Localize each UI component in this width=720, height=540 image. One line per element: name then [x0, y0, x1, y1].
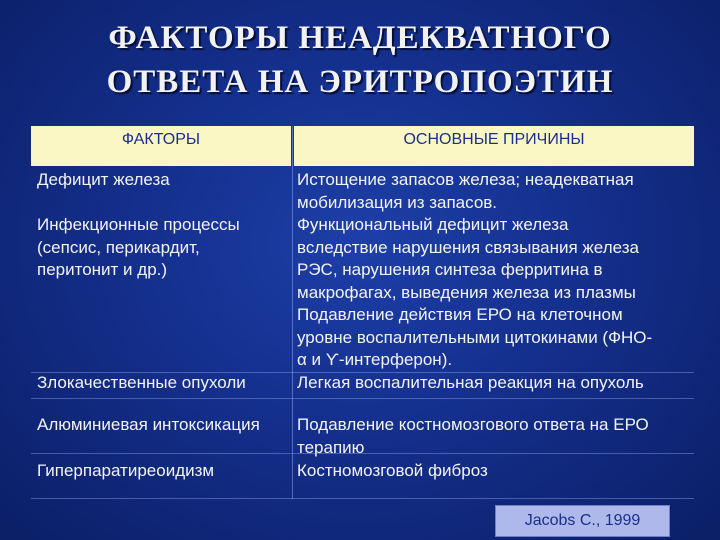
table-row-1-cause: Истощение запасов железа; неадекватная мобилизация из запасов. Функциональный дефицит железа вследствие нарушения связывания железа РЭС, нарушения синтеза ферритина в макрофагах, выведения железа из плазмы Подавление действия ЕРО на клеточном уровне воспалительными цитокинами (ФНО- α и ϒ-интерферон).: [297, 170, 653, 369]
factors-table: [31, 126, 694, 499]
column-divider: [292, 126, 293, 499]
slide-title-line-1: ФАКТОРЫ НЕАДЕКВАТНОГО: [108, 20, 612, 56]
header-factors: ФАКТОРЫ: [31, 126, 291, 166]
slide-title: [0, 16, 720, 104]
table-row-4-factor: Гиперпаратиреоидизм: [37, 461, 215, 480]
citation-box: Jacobs C., 1999: [495, 505, 670, 537]
row-divider: [31, 398, 694, 399]
table-row-4-cause: Костномозговой фиброз: [297, 461, 488, 480]
table-row-3-factor: Алюминиевая интоксикация: [37, 415, 260, 434]
row-divider: [31, 498, 694, 499]
header-main-causes: ОСНОВНЫЕ ПРИЧИНЫ: [294, 126, 694, 166]
table-row-3-cause: Подавление костномозгового ответа на ЕРО терапию: [297, 415, 649, 457]
table-row-2-cause: Легкая воспалительная реакция на опухоль: [297, 373, 644, 392]
table-row-2-factor: Злокачественные опухоли: [37, 373, 246, 392]
slide-title-line-2: ОТВЕТА НА ЭРИТРОПОЭТИН: [106, 64, 614, 100]
table-row-1-factor: Дефицит железа Инфекционные процессы (сепсис, перикардит, перитонит и др.): [37, 170, 240, 279]
